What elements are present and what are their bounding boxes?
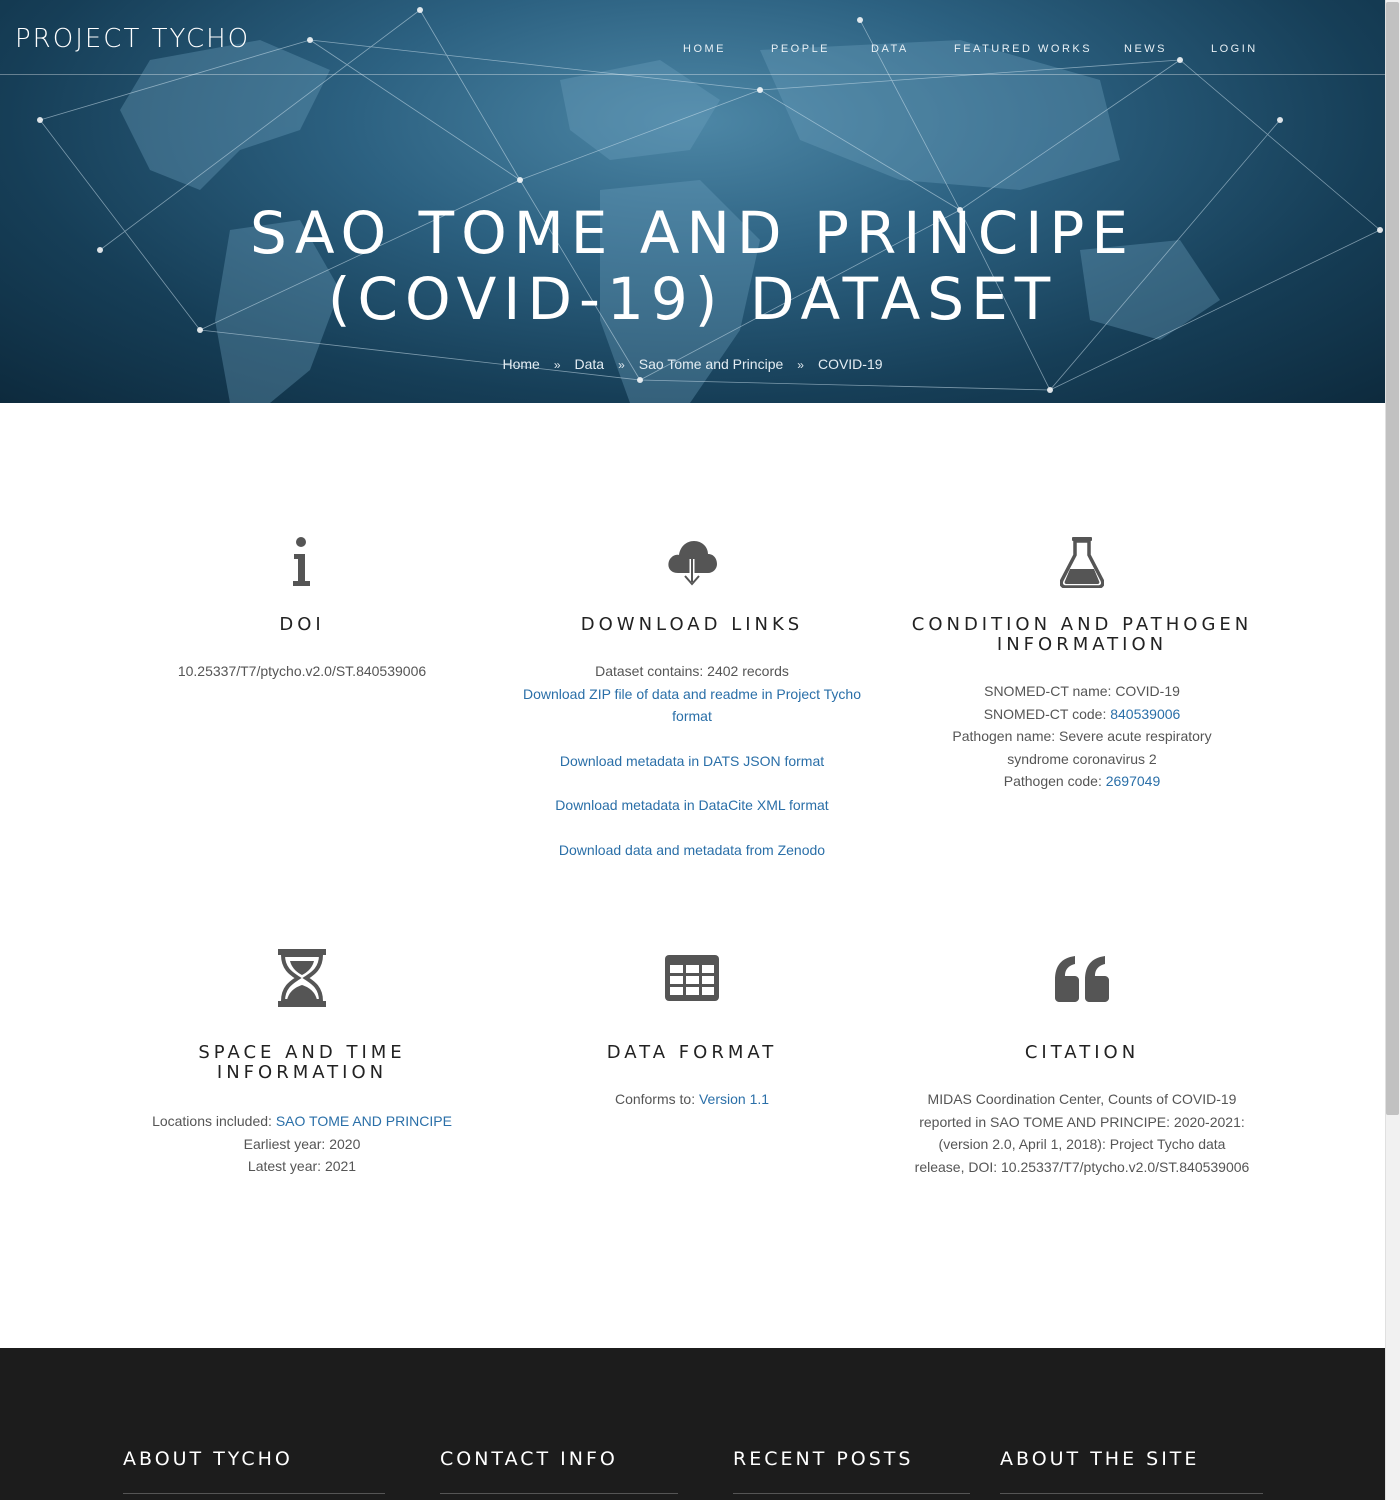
footer-about-tycho: ABOUT TYCHO xyxy=(123,1448,293,1470)
breadcrumb-country[interactable]: Sao Tome and Principe xyxy=(638,356,784,372)
pathogen-name: Pathogen name: Severe acute respiratory syndrome coronavirus 2 xyxy=(952,728,1212,767)
latest-year: Latest year: 2021 xyxy=(247,1158,357,1174)
breadcrumb-data[interactable]: Data xyxy=(574,356,605,372)
download-zip-link[interactable]: Download ZIP file of data and readme in Project Tycho format xyxy=(522,685,861,724)
nav-featured-works[interactable]: FEATURED WORKS xyxy=(954,43,1093,55)
nav-people[interactable]: PEOPLE xyxy=(771,43,831,55)
footer-divider xyxy=(1000,1493,1263,1494)
pathogen-code-link[interactable]: 2697049 xyxy=(1105,773,1161,789)
earliest-year: Earliest year: 2020 xyxy=(243,1135,361,1152)
footer-divider xyxy=(440,1493,678,1494)
quote-icon xyxy=(902,950,1262,1006)
cloud-download-icon xyxy=(512,534,872,590)
hourglass-icon xyxy=(122,950,482,1006)
download-section xyxy=(512,534,872,861)
table-icon xyxy=(512,950,872,1006)
nav-news[interactable]: NEWS xyxy=(1124,43,1167,55)
location-link[interactable]: SAO TOME AND PRINCIPE xyxy=(275,1113,452,1129)
snomed-name: SNOMED-CT name: COVID-19 xyxy=(984,683,1180,699)
breadcrumb xyxy=(0,356,1385,372)
header-bar xyxy=(0,0,1385,75)
condition-title: CONDITION AND PATHOGEN INFORMATION xyxy=(911,614,1253,655)
footer xyxy=(0,1348,1385,1500)
scrollbar-thumb[interactable] xyxy=(1386,2,1399,1115)
page-title-line2: (COVID-19) DATASET xyxy=(327,265,1058,333)
space-time-title: SPACE AND TIME INFORMATION xyxy=(198,1042,406,1083)
footer-about-site: ABOUT THE SITE xyxy=(1000,1448,1200,1470)
conforms-label: Conforms to: xyxy=(614,1091,699,1107)
nav-data[interactable]: DATA xyxy=(871,43,909,55)
chevron-right-icon: » xyxy=(553,358,561,372)
download-dats-link[interactable]: Download metadata in DATS JSON format xyxy=(559,752,825,769)
footer-recent-posts: RECENT POSTS xyxy=(733,1448,914,1470)
download-datacite-link[interactable]: Download metadata in DataCite XML format xyxy=(555,797,829,813)
footer-divider xyxy=(733,1493,970,1494)
main-nav xyxy=(0,43,1385,57)
nav-home[interactable]: HOME xyxy=(683,43,726,55)
breadcrumb-current: COVID-19 xyxy=(817,356,883,372)
doi-title: DOI xyxy=(279,614,325,635)
footer-divider xyxy=(123,1493,385,1494)
record-count: Dataset contains: 2402 records xyxy=(595,663,789,679)
data-format-section xyxy=(512,950,872,1111)
info-icon xyxy=(122,534,482,590)
site-logo[interactable]: PROJECT TYCHO xyxy=(15,24,251,54)
page-title-line1: SAO TOME AND PRINCIPE xyxy=(250,199,1135,267)
condition-section xyxy=(902,534,1262,793)
space-time-section xyxy=(122,950,482,1178)
data-format-title: DATA FORMAT xyxy=(606,1042,778,1063)
download-zenodo-link[interactable]: Download data and metadata from Zenodo xyxy=(558,841,826,858)
hero-banner xyxy=(0,0,1385,403)
locations-label: Locations included: xyxy=(152,1113,276,1129)
chevron-right-icon: » xyxy=(618,358,625,372)
flask-icon xyxy=(902,534,1262,590)
page-title xyxy=(0,200,1385,332)
breadcrumb-home[interactable]: Home xyxy=(502,356,540,372)
citation-text: MIDAS Coordination Center, Counts of COVID-19 reported in SAO TOME AND PRINCIPE: 2020-2021: (version 2.0, April 1, 2018): Project Tycho data release, DOI: 10.25337/T7/ptycho.v2.0/ST.840539006 xyxy=(914,1091,1250,1175)
snomed-code-label: SNOMED-CT code: xyxy=(983,705,1111,722)
snomed-code-link[interactable]: 840539006 xyxy=(1110,705,1181,722)
version-link[interactable]: Version 1.1 xyxy=(698,1091,770,1107)
citation-section xyxy=(902,950,1262,1178)
doi-value: 10.25337/T7/ptycho.v2.0/ST.840539006 xyxy=(177,663,427,679)
download-title: DOWNLOAD LINKS xyxy=(580,614,804,635)
doi-section xyxy=(122,534,482,683)
citation-title: CITATION xyxy=(1024,1042,1140,1063)
footer-contact-info: CONTACT INFO xyxy=(440,1448,618,1470)
nav-login[interactable]: LOGIN xyxy=(1211,43,1258,55)
pathogen-code-label: Pathogen code: xyxy=(1003,773,1106,789)
chevron-right-icon: » xyxy=(797,358,804,372)
